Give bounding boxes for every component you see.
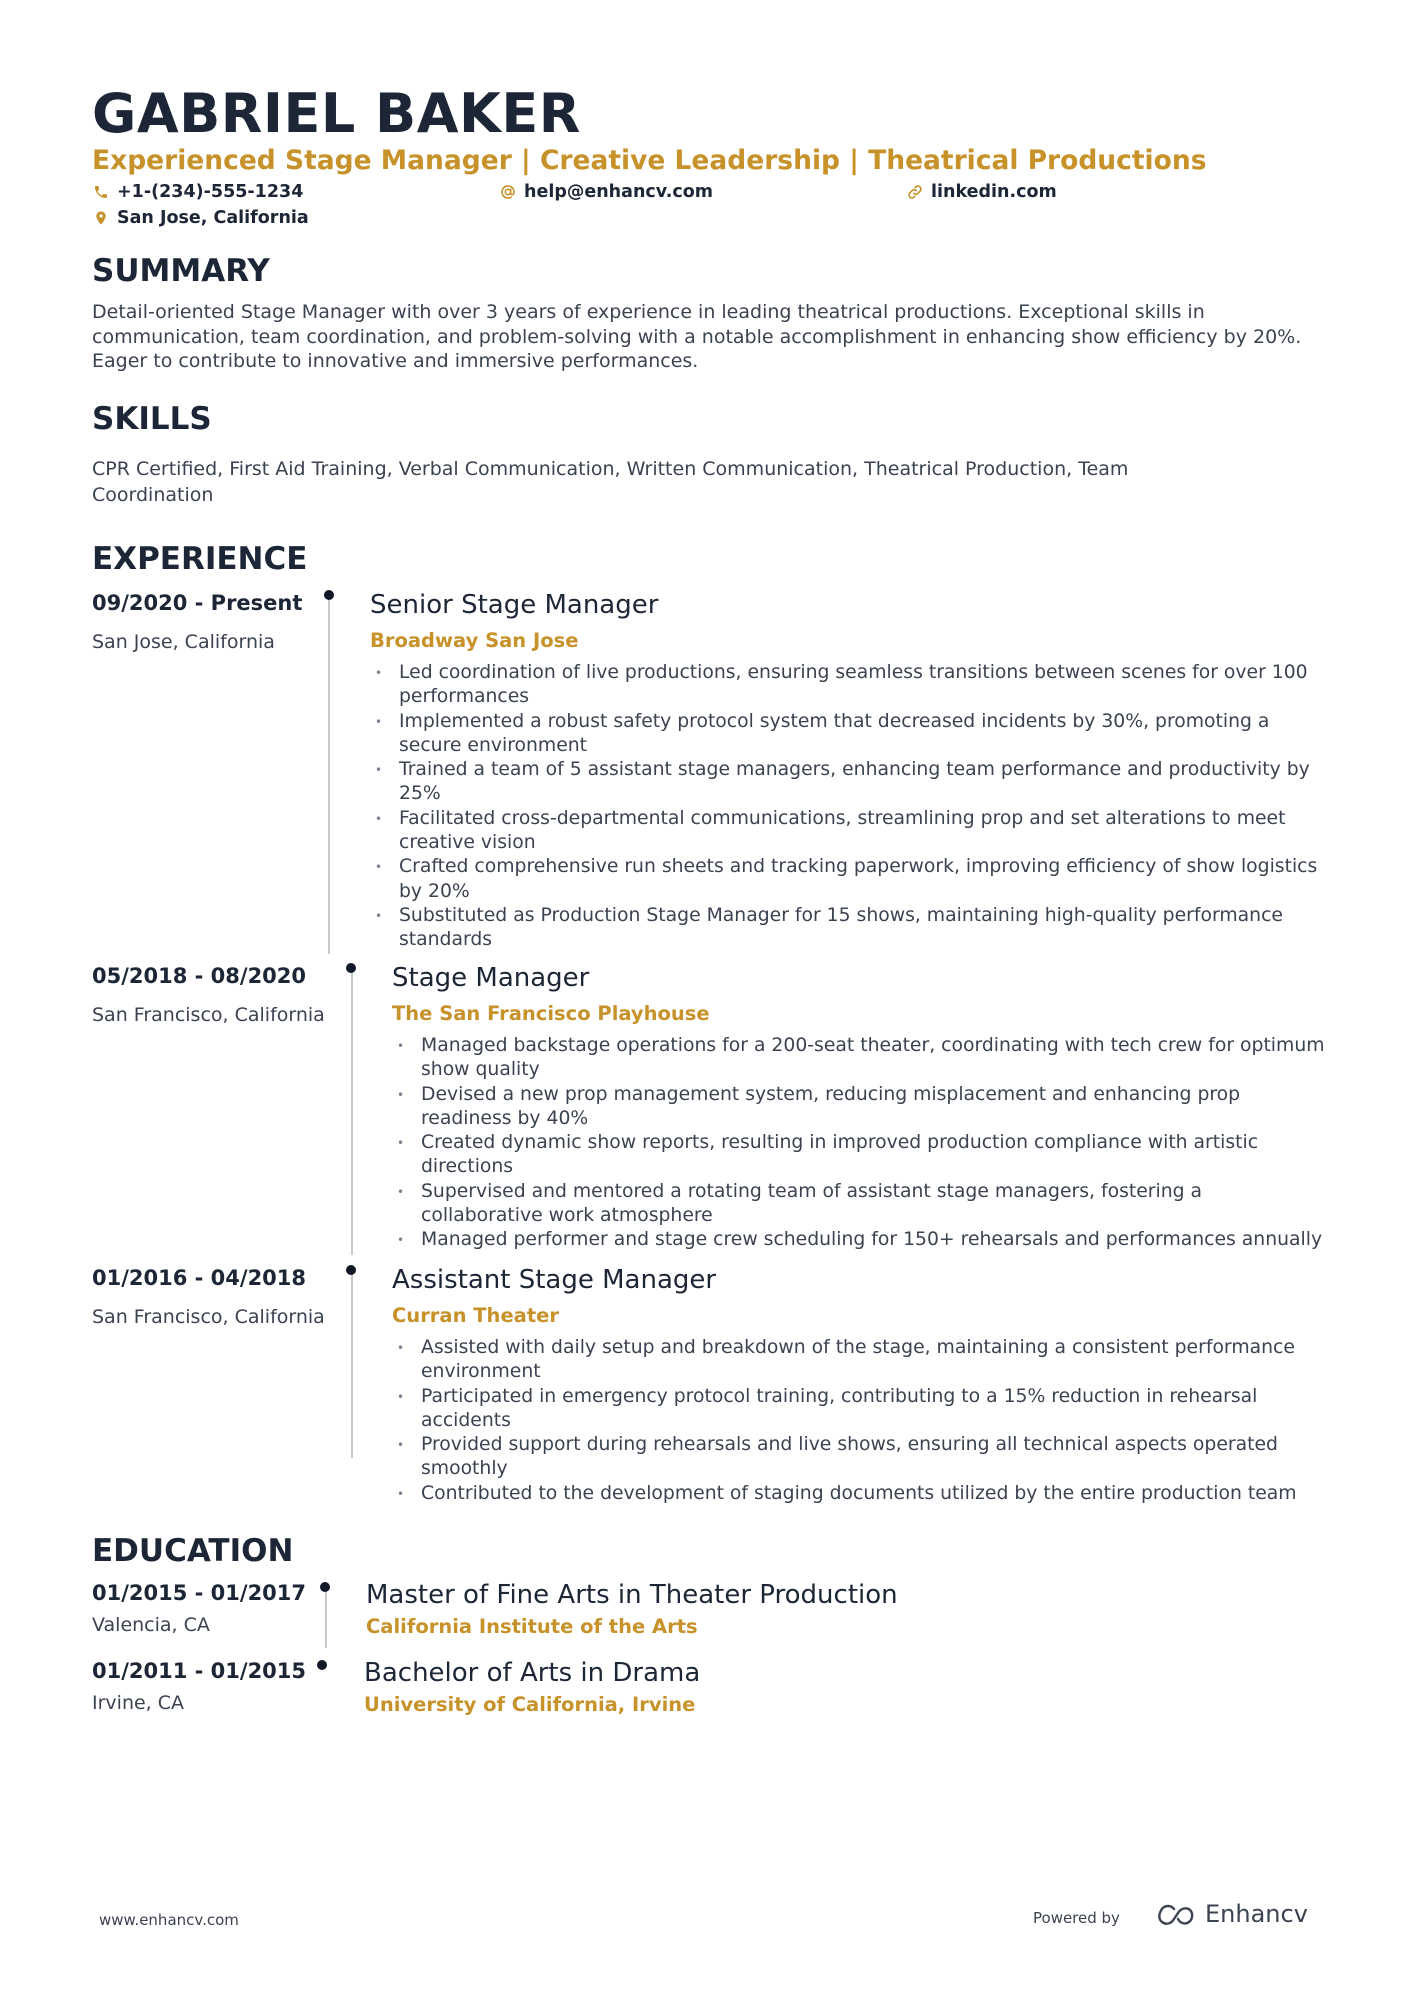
bullet-item: • Trained a team of 5 assistant stage managers, enhancing team performance and productivity by 25% bbox=[370, 758, 1325, 807]
school-name: University of California, Irvine bbox=[364, 1693, 696, 1716]
job-location: San Francisco, California bbox=[92, 1306, 325, 1328]
job-bullets bbox=[392, 1034, 1327, 1253]
education-dates: 01/2015 - 01/2017 bbox=[92, 1581, 307, 1605]
brand-name: Enhancv bbox=[1205, 1900, 1308, 1928]
location-pin-icon bbox=[92, 209, 110, 227]
linkedin-text: linkedin.com bbox=[931, 182, 1057, 202]
bullet-item: • Provided support during rehearsals and live shows, ensuring all technical aspects operated smoothly bbox=[392, 1433, 1327, 1482]
education-location: Valencia, CA bbox=[92, 1614, 210, 1636]
experience-heading: EXPERIENCE bbox=[92, 541, 308, 577]
candidate-name: GABRIEL BAKER bbox=[92, 82, 581, 145]
bullet-item: • Contributed to the development of staging documents utilized by the entire production team bbox=[392, 1482, 1327, 1506]
link-icon bbox=[906, 183, 924, 201]
job-dates: 01/2016 - 04/2018 bbox=[92, 1266, 307, 1290]
timeline-line bbox=[351, 1270, 353, 1458]
bullet-item: • Participated in emergency protocol training, contributing to a 15% reduction in rehearsal accidents bbox=[392, 1385, 1327, 1434]
school-name: California Institute of the Arts bbox=[366, 1615, 698, 1638]
summary-text: Detail-oriented Stage Manager with over 3 years of experience in leading theatrical productions. Exceptional skills in communication, team coordination, and problem-solving with a notable accomplishment in enhancing show efficiency by 20%. Eager to contribute to innovative and immersive performances. bbox=[92, 301, 1302, 372]
bullet-item: • Managed performer and stage crew scheduling for 150+ rehearsals and performances annually bbox=[392, 1228, 1327, 1252]
bullet-item: • Implemented a robust safety protocol system that decreased incidents by 30%, promoting a secure environment bbox=[370, 710, 1325, 759]
timeline-dot bbox=[346, 1265, 356, 1275]
enhancv-logo bbox=[1152, 1900, 1308, 1928]
powered-by-label: Powered by bbox=[1033, 1909, 1120, 1927]
timeline-line bbox=[328, 596, 330, 954]
job-title: Assistant Stage Manager bbox=[392, 1265, 717, 1295]
company-name: Broadway San Jose bbox=[370, 629, 579, 652]
degree-title: Master of Fine Arts in Theater Production bbox=[366, 1580, 898, 1610]
timeline-dot bbox=[346, 963, 356, 973]
job-bullets bbox=[370, 661, 1325, 953]
job-location: San Jose, California bbox=[92, 631, 275, 653]
phone-icon bbox=[92, 183, 110, 201]
contact-linkedin[interactable] bbox=[906, 182, 1057, 202]
email-text: help@enhancv.com bbox=[524, 182, 714, 202]
skills-text: CPR Certified, First Aid Training, Verbal Communication, Written Communication, Theatrical Production, Team Coordination bbox=[92, 458, 1129, 506]
job-dates: 05/2018 - 08/2020 bbox=[92, 964, 307, 988]
bullet-item: • Managed backstage operations for a 200-seat theater, coordinating with tech crew for optimum show quality bbox=[392, 1034, 1327, 1083]
education-location: Irvine, CA bbox=[92, 1692, 185, 1714]
bullet-item: • Facilitated cross-departmental communications, streamlining prop and set alterations to meet creative vision bbox=[370, 807, 1325, 856]
bullet-item: • Assisted with daily setup and breakdown of the stage, maintaining a consistent performance environment bbox=[392, 1336, 1327, 1385]
timeline-line bbox=[325, 1588, 327, 1648]
timeline-dot bbox=[317, 1660, 327, 1670]
bullet-item: • Devised a new prop management system, reducing misplacement and enhancing prop readiness by 40% bbox=[392, 1083, 1327, 1132]
timeline-line bbox=[351, 968, 353, 1255]
contact-phone bbox=[92, 182, 303, 202]
at-icon bbox=[499, 183, 517, 201]
timeline-dot bbox=[320, 1582, 330, 1592]
contact-email[interactable] bbox=[499, 182, 713, 202]
phone-text: +1-(234)-555-1234 bbox=[117, 182, 304, 202]
degree-title: Bachelor of Arts in Drama bbox=[364, 1658, 701, 1688]
tagline: Experienced Stage Manager | Creative Leadership | Theatrical Productions bbox=[92, 145, 1207, 176]
location-text: San Jose, California bbox=[117, 208, 309, 228]
bullet-item: • Created dynamic show reports, resulting in improved production compliance with artistic directions bbox=[392, 1131, 1327, 1180]
bullet-item: • Supervised and mentored a rotating team of assistant stage managers, fostering a collaborative work atmosphere bbox=[392, 1180, 1327, 1229]
footer-url[interactable]: www.enhancv.com bbox=[99, 1911, 239, 1929]
job-dates: 09/2020 - Present bbox=[92, 591, 303, 615]
education-heading: EDUCATION bbox=[92, 1533, 294, 1569]
company-name: Curran Theater bbox=[392, 1304, 559, 1327]
job-location: San Francisco, California bbox=[92, 1004, 325, 1026]
enhancv-logo-icon bbox=[1152, 1901, 1200, 1927]
bullet-item: • Substituted as Production Stage Manager for 15 shows, maintaining high-quality performance standards bbox=[370, 904, 1325, 953]
job-title: Senior Stage Manager bbox=[370, 590, 659, 620]
skills-heading: SKILLS bbox=[92, 401, 212, 437]
job-title: Stage Manager bbox=[392, 963, 590, 993]
bullet-item: • Led coordination of live productions, ensuring seamless transitions between scenes for over 100 performances bbox=[370, 661, 1325, 710]
timeline-dot bbox=[324, 590, 334, 600]
summary-heading: SUMMARY bbox=[92, 253, 270, 289]
company-name: The San Francisco Playhouse bbox=[392, 1002, 710, 1025]
bullet-item: • Crafted comprehensive run sheets and tracking paperwork, improving efficiency of show logistics by 20% bbox=[370, 855, 1325, 904]
job-bullets bbox=[392, 1336, 1327, 1506]
contact-location bbox=[92, 208, 309, 228]
education-dates: 01/2011 - 01/2015 bbox=[92, 1659, 307, 1683]
